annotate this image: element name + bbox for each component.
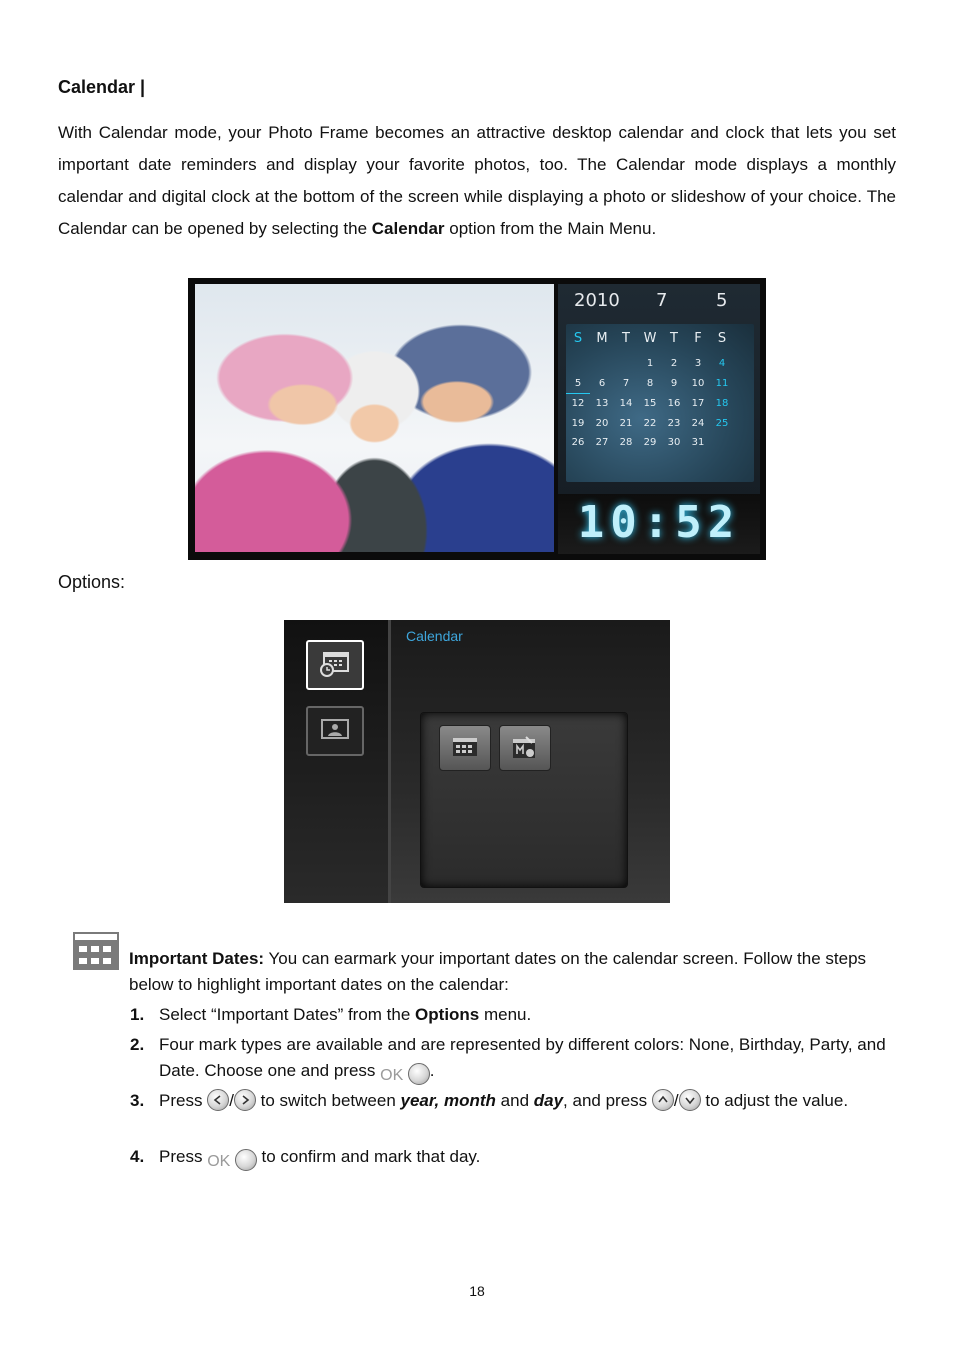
step-text-part: menu. — [479, 1005, 532, 1024]
calendar-day[interactable]: 12 — [571, 398, 585, 409]
step-text — [159, 1002, 889, 1028]
calendar-day[interactable]: 2 — [670, 358, 678, 369]
calendar-grid — [566, 328, 734, 453]
step-bold-italic: day — [533, 1091, 564, 1110]
weekday-header: S — [717, 331, 727, 346]
calendar-day — [566, 354, 590, 374]
intro-text: With Calendar mode, your Photo Frame becomes an attractive desktop calendar and clock that lets you set important date reminders and display your favorite photos, too. The Calendar mode displays a monthly calendar and digital clock at the bottom of the screen while displaying a photo or slideshow of your choice. The Calendar can be opened by selecting the — [58, 123, 896, 238]
up-arrow-icon — [652, 1089, 674, 1111]
calendar-day[interactable]: 14 — [619, 398, 633, 409]
calendar-day[interactable]: 30 — [667, 437, 681, 448]
step-text-part: to switch between — [260, 1091, 401, 1110]
calendar-day[interactable]: 4 — [718, 358, 726, 369]
calendar-day[interactable]: 27 — [595, 437, 609, 448]
step-4 — [130, 1144, 900, 1170]
ok-circle-icon — [408, 1063, 430, 1085]
separator: / — [673, 1091, 679, 1110]
calendar-day[interactable]: 24 — [691, 417, 705, 429]
calendar-day[interactable]: 17 — [691, 398, 705, 409]
step-text-part: to confirm and mark that day. — [261, 1147, 481, 1166]
intro-paragraph — [58, 117, 896, 245]
step-text-part: , and press — [563, 1091, 652, 1110]
step-bold-italic: year, month — [400, 1091, 496, 1110]
weekday-header: M — [596, 331, 608, 346]
ok-button-icon — [207, 1149, 257, 1175]
digital-clock: 10:52 — [558, 494, 760, 554]
step-number: 4. — [130, 1147, 145, 1166]
calendar-day[interactable]: 1 — [646, 358, 654, 369]
weekday-header: F — [694, 331, 702, 346]
calendar-day[interactable]: 7 — [622, 377, 630, 389]
weekday-header: W — [643, 331, 657, 346]
step-2 — [130, 1032, 900, 1084]
calendar-day[interactable]: 11 — [715, 377, 729, 389]
left-arrow-icon — [207, 1089, 229, 1111]
step-3 — [130, 1088, 900, 1140]
calendar-day[interactable]: 16 — [667, 398, 681, 409]
calendar-day[interactable]: 9 — [670, 377, 678, 389]
family-photo — [195, 284, 554, 552]
step-text — [159, 1144, 889, 1175]
step-1 — [130, 1002, 900, 1028]
intro-bold: Calendar — [371, 219, 445, 238]
calendar-day[interactable]: 20 — [595, 417, 609, 429]
calendar-day[interactable]: 6 — [598, 377, 606, 389]
ok-label: OK — [207, 1153, 231, 1170]
step-text-part: . — [429, 1061, 435, 1080]
calendar-month: 7 — [656, 290, 668, 311]
calendar-day[interactable]: 22 — [643, 417, 657, 429]
intro-text-end: option from the Main Menu. — [444, 219, 657, 238]
options-menu-screenshot — [284, 620, 670, 903]
calendar-day[interactable]: 10 — [691, 377, 705, 389]
step-text-part: Four mark types are available and are represented by different colors: None, Birthday, Party, and Date. Choose one and press — [159, 1035, 886, 1080]
calendar-day[interactable]: 13 — [595, 398, 609, 409]
step-number: 1. — [130, 1005, 145, 1024]
step-number: 2. — [130, 1035, 145, 1054]
step-text-part: and — [495, 1091, 534, 1110]
step-text-part: to adjust the value. — [705, 1091, 849, 1110]
calendar-day[interactable]: 5 — [566, 374, 590, 395]
calendar-clock-icon[interactable] — [306, 640, 364, 690]
page-number: 18 — [469, 1283, 485, 1299]
calendar-day[interactable]: 26 — [571, 437, 585, 448]
calendar-day[interactable]: 31 — [691, 437, 705, 448]
calendar-day[interactable]: 8 — [646, 377, 654, 389]
weekday-header: T — [670, 331, 678, 346]
calendar-header — [558, 284, 760, 318]
important-dates-icon[interactable] — [439, 725, 491, 771]
options-label: Options: — [58, 572, 126, 592]
ok-label: OK — [380, 1067, 404, 1084]
separator: / — [229, 1091, 234, 1110]
step-text-part: Select “Important Dates” from the — [159, 1005, 416, 1024]
photo-frame-screenshot — [188, 278, 766, 560]
calendar-edit-icon[interactable] — [499, 725, 551, 771]
menu-title: Calendar — [406, 628, 463, 644]
step-text-part: Press — [159, 1091, 208, 1110]
calendar-panel — [558, 284, 760, 554]
step-text-part: Press — [159, 1147, 208, 1166]
calendar-day[interactable]: 21 — [619, 417, 633, 429]
calendar-day[interactable]: 23 — [667, 417, 681, 429]
important-dates-paragraph — [129, 946, 899, 998]
options-box — [420, 712, 628, 888]
important-dates-label: Important Dates: — [129, 949, 265, 968]
calendar-day[interactable]: 28 — [619, 437, 633, 448]
calendar-day[interactable]: 3 — [694, 358, 702, 369]
calendar-day[interactable]: 29 — [643, 437, 657, 448]
calendar-date: 5 — [716, 290, 728, 311]
calendar-day — [614, 354, 638, 374]
step-bold: Options — [415, 1005, 480, 1024]
calendar-day — [590, 354, 614, 374]
step-text — [159, 1088, 889, 1114]
down-arrow-icon — [679, 1089, 701, 1111]
step-text — [159, 1032, 889, 1089]
calendar-day[interactable]: 19 — [571, 417, 585, 429]
ok-button-icon — [380, 1063, 430, 1089]
photo-icon[interactable] — [306, 706, 364, 756]
calendar-day — [710, 433, 734, 453]
weekday-header: T — [622, 331, 630, 346]
calendar-year: 2010 — [574, 290, 620, 311]
calendar-day[interactable]: 15 — [643, 398, 657, 409]
weekday-header: S — [573, 331, 583, 346]
important-dates-text: You can earmark your important dates on the calendar screen. Follow the steps below to highlight important dates on the calendar: — [129, 949, 867, 994]
important-dates-icon — [73, 932, 119, 970]
calendar-day[interactable]: 25 — [715, 417, 729, 429]
menu-sidebar — [284, 620, 391, 903]
step-number: 3. — [130, 1091, 145, 1110]
right-arrow-icon — [234, 1089, 256, 1111]
section-heading: Calendar | — [58, 77, 146, 97]
calendar-day[interactable]: 18 — [715, 398, 729, 409]
ok-circle-icon — [235, 1149, 257, 1171]
